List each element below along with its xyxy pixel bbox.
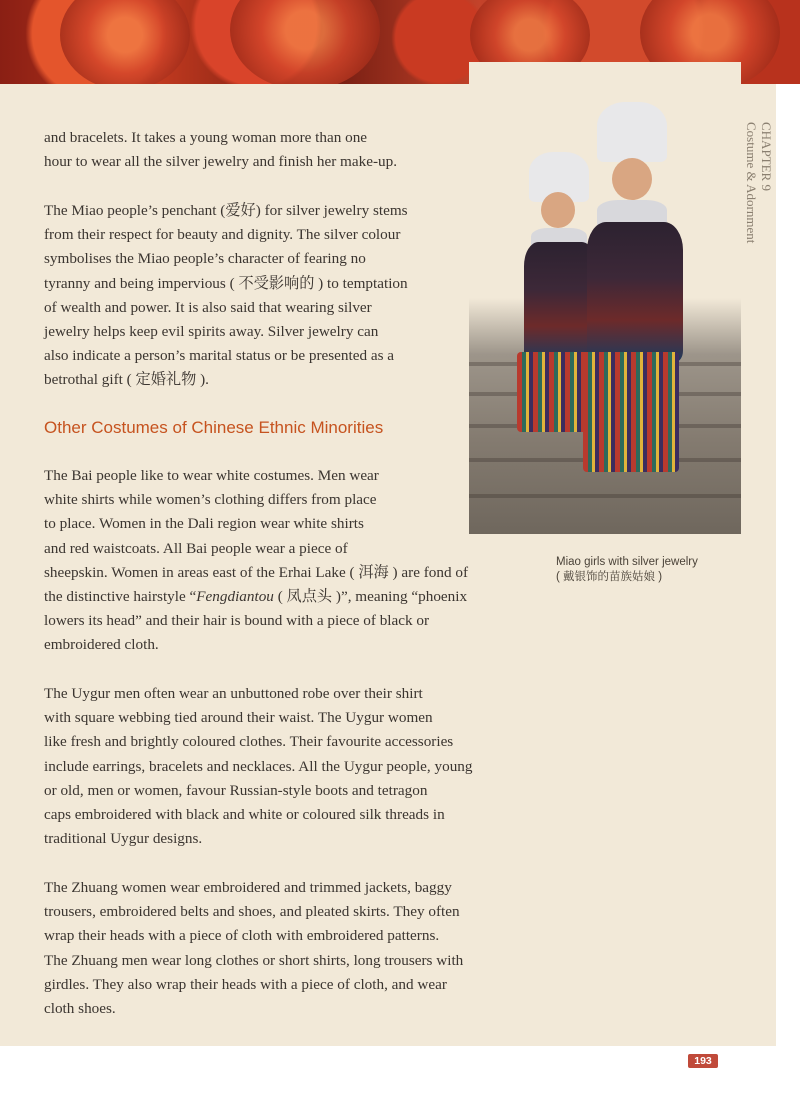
text-line: to place. Women in the Dali region wear white shirts <box>44 515 364 533</box>
caption-chinese: ( 戴银饰的苗族姑娘 ) <box>556 571 663 583</box>
text-line: from their respect for beauty and dignity. The silver colour <box>44 226 401 244</box>
chapter-number: CHAPTER 9 <box>759 122 774 191</box>
text-line: hour to wear all the silver jewelry and finish her make-up. <box>44 153 397 171</box>
text-line: betrothal gift ( 定婚礼物 ). <box>44 371 209 389</box>
caption-english: Miao girls with silver jewelry <box>556 556 698 568</box>
text-line: girdles. They also wrap their heads with a piece of cloth, and wear <box>44 975 447 993</box>
page-number: 193 <box>688 1054 718 1068</box>
text-line: The Miao people’s penchant (爱好) for silver jewelry stems <box>44 202 408 219</box>
text-fragment: the distinctive hairstyle “ <box>44 588 197 606</box>
text-line: include earrings, bracelets and necklaces. All the Uygur people, young <box>44 757 473 775</box>
paragraph-silver-jewelry-end <box>44 126 474 174</box>
text-line: The Bai people like to wear white costumes. Men wear <box>44 467 379 484</box>
text-line: The Zhuang women wear embroidered and trimmed jackets, baggy <box>44 879 452 896</box>
text-line: and red waistcoats. All Bai people wear a piece of <box>44 539 348 557</box>
text-line: symbolises the Miao people’s character of fearing no <box>44 250 366 268</box>
page-margin <box>0 1046 800 1110</box>
text-line: jewelry helps keep evil spirits away. Silver jewelry can <box>44 323 379 341</box>
chapter-title: Costume & Adornment <box>744 122 759 244</box>
paragraph-uygur-people <box>44 682 544 851</box>
text-line: The Zhuang men wear long clothes or short shirts, long trousers with <box>44 951 464 969</box>
chapter-label <box>742 122 774 282</box>
photo-caption <box>556 555 756 585</box>
text-line: white shirts while women’s clothing differs from place <box>44 491 377 509</box>
text-line: of wealth and power. It is also said that wearing silver <box>44 298 372 316</box>
text-line: trousers, embroidered belts and shoes, and pleated skirts. They often <box>44 903 460 921</box>
text-line: with square webbing tied around their waist. The Uygur women <box>44 709 433 727</box>
text-line: or old, men or women, favour Russian-style boots and tetragon <box>44 781 428 799</box>
text-fragment: ( 凤点头 )”, meaning “phoenix <box>273 588 468 606</box>
text-line <box>44 585 544 609</box>
text-line: cloth shoes. <box>44 1000 116 1018</box>
text-line: and bracelets. It takes a young woman more than one <box>44 129 368 146</box>
italic-term: Fengdiantou <box>196 588 274 606</box>
text-line: traditional Uygur designs. <box>44 830 203 848</box>
paragraph-miao-penchant <box>44 199 474 393</box>
text-line: embroidered cloth. <box>44 636 159 654</box>
text-line: tyranny and being impervious ( 不受影响的 ) to temptation <box>44 274 408 292</box>
text-line: sheepskin. Women in areas east of the Erhai Lake ( 洱海 ) are fond of <box>44 563 469 581</box>
section-heading: Other Costumes of Chinese Ethnic Minorities <box>44 418 384 437</box>
text-line: lowers its head” and their hair is bound with a piece of black or <box>44 612 430 630</box>
paragraph-zhuang-people <box>44 876 544 1021</box>
text-line: also indicate a person’s marital status or be presented as a <box>44 347 395 365</box>
text-line: caps embroidered with black and white or coloured silk threads in <box>44 806 445 824</box>
text-line: like fresh and brightly coloured clothes. Their favourite accessories <box>44 733 454 751</box>
miao-girls-photo <box>469 62 741 534</box>
text-line: The Uygur men often wear an unbuttoned robe over their shirt <box>44 685 423 702</box>
text-line: wrap their heads with a piece of cloth with embroidered patterns. <box>44 927 440 945</box>
